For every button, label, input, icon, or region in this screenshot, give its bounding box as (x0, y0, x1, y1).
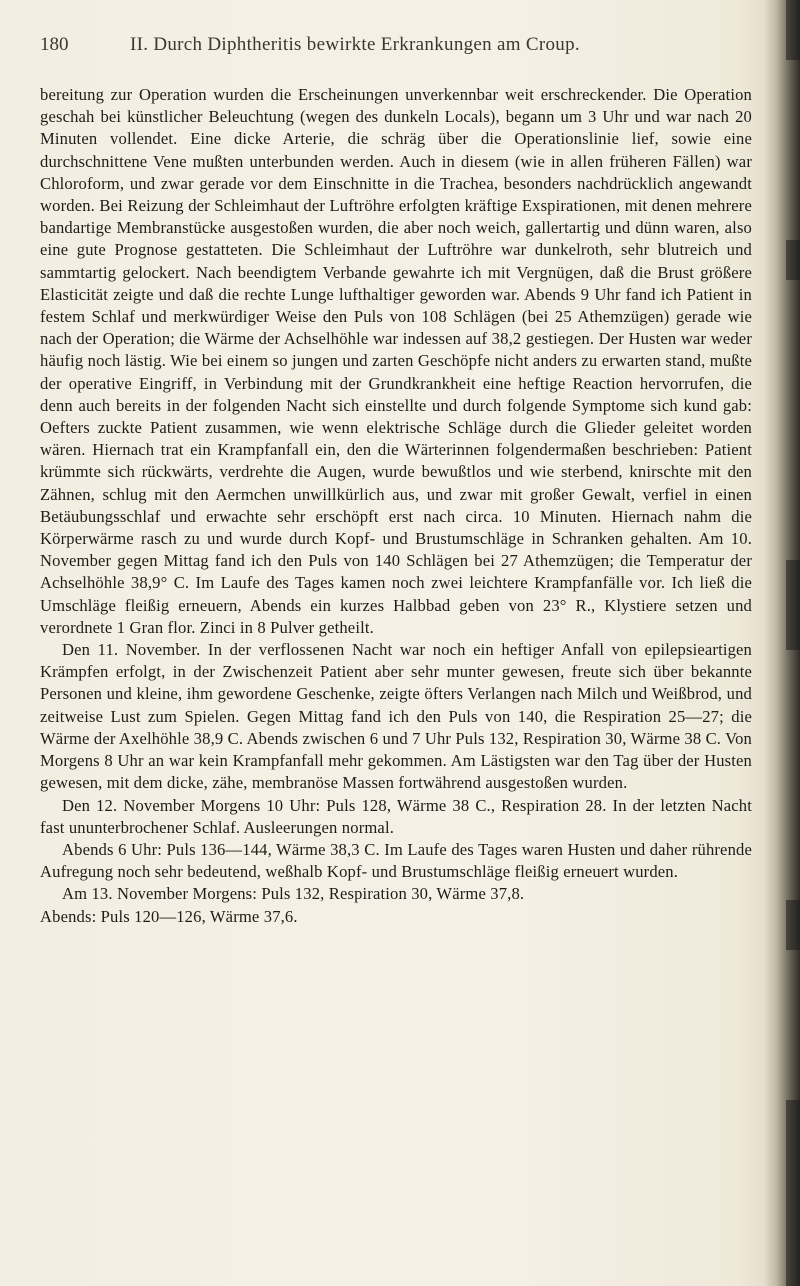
paragraph: Abends 6 Uhr: Puls 136—144, Wärme 38,3 C. Im Laufe des Tages waren Husten und daher rührende Aufregung noch sehr bedeutend, weßhalb Kopf- und Brustumschläge fleißig erneuert wurden. (40, 839, 752, 882)
body-text (40, 84, 752, 928)
running-title: II. Durch Diphtheritis bewirkte Erkrankungen am Croup. (130, 34, 580, 55)
paragraph: Abends: Puls 120—126, Wärme 37,6. (40, 906, 298, 926)
binding-shadow (786, 0, 800, 60)
paragraph: Am 13. November Morgens: Puls 132, Respiration 30, Wärme 37,8. (62, 884, 525, 904)
running-header (40, 34, 740, 58)
binding-shadow (786, 560, 800, 650)
binding-shadow (786, 900, 800, 950)
paragraph: bereitung zur Operation wurden die Erscheinungen unverkennbar weit erschreckender. Die Operation geschah bei künstlicher Beleuchtung (wegen des dunkeln Locals), begann um 3 Uhr und war nach 20 Minuten vollendet. Eine dicke Arterie, die schräg über die Operationslinie lief, sowie eine durchschnittene Vene mußten unterbunden werden. Auch in diesem (wie in allen früheren Fällen) war Chloroform, und zwar gerade vor dem Einschnitte in die Trachea, besonders nachdrücklich angewandt worden. Bei Reizung der Schleimhaut der Luftröhre erfolgten kräftige Exspirationen, mit denen mehrere bandartige Membranstücke ausgestoßen wurden, die aber noch weich, gallertartig und dünn waren, also eine gute Prognose gestatteten. Die Schleimhaut der Luftröhre war dunkelroth, sehr blutreich und sammtartig gelockert. Nach beendigtem Verbande gewahrte ich mit Vergnügen, daß die Brust größere Elasticität zeigte und daß die rechte Lunge lufthaltiger geworden war. Abends 9 Uhr fand ich Patient in festem Schlaf und merkwürdiger Weise den Puls von 108 Schlägen (bei 25 Athemzügen) gerade wie nach der Operation; die Wärme der Achselhöhle war indessen auf 38,2 gestiegen. Der Husten war weder häufig noch lästig. Wie bei einem so jungen und zarten Geschöpfe nicht anders zu erwarten stand, mußte der operative Eingriff, in Verbindung mit der Grundkrankheit eine heftige Reaction hervorrufen, die denn auch bereits in der folgenden Nacht sich einstellte und durch folgende Symptome sich kund gab: Oefters zuckte Patient zusammen, wie wenn elektrische Schläge durch die Glieder geleitet worden wären. Hiernach trat ein Krampfanfall ein, den die Wärterinnen folgendermaßen beschrieben: Patient krümmte sich rückwärts, verdrehte die Augen, wurde bewußtlos und wie sterbend, knirschte mit den Zähnen, schlug mit den Aermchen unwillkürlich aus, und zwar mit großer Gewalt, verfiel in einen Betäubungsschlaf und erwachte sehr erschöpft erst nach circa. 10 Minuten. Hiernach nahm die Körperwärme rasch zu und wurde durch Kopf- und Brustumschläge in Schranken gehalten. Am 10. November gegen Mittag fand ich den Puls von 140 Schlägen bei 27 Athemzügen; die Temperatur der Achselhöhle 38,9° C. Im Laufe des Tages kamen noch zwei leichtere Krampfanfälle vor. Ich ließ die Umschläge fleißig erneuern, Abends ein kurzes Halbbad geben von 23° R., Klystiere setzen und verordnete 1 Gran flor. Zinci in 8 Pulver getheilt. (40, 85, 752, 637)
binding-shadow (786, 1100, 800, 1286)
binding-shadow (786, 240, 800, 280)
paragraph: Den 12. November Morgens 10 Uhr: Puls 128, Wärme 38 C., Respiration 28. In der letzten Nacht fast ununterbrochener Schlaf. Ausleerungen normal. (40, 795, 752, 837)
paragraph: Den 11. November. In der verflossenen Nacht war noch ein heftiger Anfall von epilepsieartigen Krämpfen erfolgt, in der Zwischenzeit Patient aber sehr munter gewesen, freute sich über bekannte Personen und kleine, ihm gewordene Geschenke, zeigte öfters Verlangen nach Milch und Weißbrod, und zeitweise Lust zum Spielen. Gegen Mittag fand ich den Puls von 140, die Respiration 25—27; die Wärme der Axelhöhle 38,9 C. Abends zwischen 6 und 7 Uhr Puls 132, Respiration 30, Wärme 38 C. Von Morgens 8 Uhr an war kein Krampfanfall mehr gekommen. Am Lästigsten war den Tag über der Husten gewesen, mit dem dicke, zähe, membranöse Massen fortwährend ausgestoßen wurden. (40, 640, 752, 793)
page-number: 180 (40, 34, 69, 55)
page-binding-edge (764, 0, 800, 1286)
